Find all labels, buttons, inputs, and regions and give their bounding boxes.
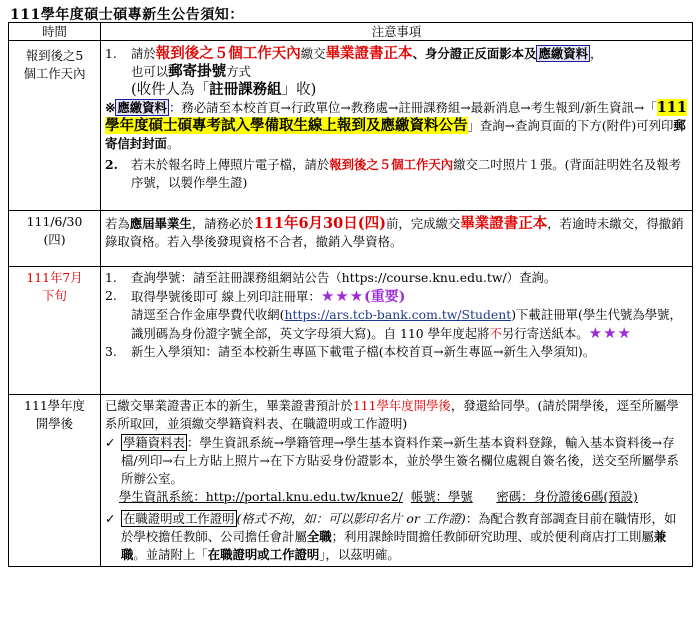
list-number: 1. xyxy=(105,46,117,61)
row3-item2: 取得學號後即可 線上列印註冊單：★★★(重要) 請逕至合作金庫學費代收網(https://ars.tcb-bank.com.tw/Student)下載註冊單(學生代號為學號，識別碼為身份證字號全部，英文字母須大寫)。自 110 學年度起將不另行寄送紙本。★★★ xyxy=(131,287,682,342)
list-number: 2. xyxy=(105,157,118,172)
row3-notes xyxy=(101,267,693,395)
document-title: 111學年度碩士碩專新生公告須知： xyxy=(10,7,244,23)
row4-sub1: 學籍資料表 ：學生資訊系統→學籍管理→學生基本資料作業→新生基本資料登錄，輸入基本資料後→存檔/列印→右上方貼上照片→在下方貼妥身份證影本，並於學生簽名欄位處親自簽名後，送交至所屬學系所辦公室。 xyxy=(121,435,679,486)
star-icon: ★★★ xyxy=(588,324,632,342)
row4-time: 111學年度 開學後 xyxy=(9,395,101,567)
row4-intro: 已繳交畢業證書正本的新生，畢業證書預計於111學年度開學後，發還給同學。(請於開學後，逕至所屬學系所取回，並須繳交學籍資料表、在職證明或工作證明) xyxy=(105,398,679,431)
table-row xyxy=(9,267,693,395)
header-notes: 注意事項 xyxy=(101,23,693,41)
table-row xyxy=(9,211,693,267)
row4-notes xyxy=(101,395,693,567)
row1-notes xyxy=(101,41,693,211)
notice-table xyxy=(8,22,693,567)
row2-time: 111/6/30 (四) xyxy=(9,211,101,267)
table-row xyxy=(9,41,693,211)
star-icon: ★★★ xyxy=(320,287,365,305)
list-number: 1. xyxy=(105,270,117,285)
tcb-bank-link[interactable]: https://ars.tcb-bank.com.tw/Student xyxy=(284,307,512,322)
row1-time: 報到後之5個工作天內 xyxy=(9,41,101,211)
header-row xyxy=(9,23,693,41)
list-number: 3. xyxy=(105,344,117,359)
check-icon: ✓ xyxy=(105,435,116,450)
row3-time: 111年7月 下旬 xyxy=(9,267,101,395)
row3-item3: 新生入學須知：請至本校新生專區下載電子檔(本校首頁→新生專區→新生入學須知)。 xyxy=(131,344,596,359)
row1-item1: 請於報到後之５個工作天內繳交畢業證書正本、身分證正反面影本及 應繳資料 ， 也可以郵寄掛號方式 (收件人為「註冊課務組」收) xyxy=(131,45,603,98)
row2-notes: 若為應屆畢業生，請務必於111年6月30日(四)前，完成繳交畢業證書正本，若逾時未繳交，得撤銷錄取資格。若入學後發現資格不合者，撤銷入學資格。 xyxy=(101,211,693,267)
row1-note: ※ 應繳資料 ：務必請至本校首頁→行政單位→教務處→註冊課務組→最新消息→考生報到/新生資訊→「111學年度碩士碩專考試入學備取生線上報到及應繳資料公告」查詢→查詢頁面的下方(附件)可列印郵寄信封封面。 xyxy=(105,99,687,151)
table-row xyxy=(9,395,693,567)
required-docs-link[interactable]: 應繳資料 xyxy=(538,46,589,61)
required-docs-label: 應繳資料 xyxy=(117,100,167,115)
list-number: 2. xyxy=(105,288,117,303)
row4-system-info: 學生資訊系統：http://portal.knu.edu.tw/knue2/ 帳號：學號 密碼：身份證後6碼(預設) xyxy=(119,489,638,504)
employment-proof-label: 在職證明或工作證明 xyxy=(123,511,235,526)
header-time: 時間 xyxy=(9,23,101,41)
student-portal-link[interactable]: http://portal.knu.edu.tw/knue2/ xyxy=(205,489,403,504)
row3-item1: 查詢學號：請至註冊課務組網站公告（https://course.knu.edu.tw/）查詢。 xyxy=(131,270,557,285)
row1-item2: 若未於報名時上傳照片電子檔，請於報到後之５個工作天內繳交二吋照片１張。(背面註明姓名及報考序號，以製作學生證) xyxy=(131,157,682,190)
check-icon: ✓ xyxy=(105,511,116,526)
row4-sub2: 在職證明或工作證明 (格式不拘，如：可以影印名片 or 工作證)：為配合教育部調查目前在職情形，如於學校擔任教師、公司擔任會計屬全職；利用課餘時間擔任教師研究助理、或於便利商店打工則屬兼職。並請附上「在職證明或工作證明」，以茲明確。 xyxy=(121,511,677,562)
student-record-form-label: 學籍資料表 xyxy=(123,435,185,450)
